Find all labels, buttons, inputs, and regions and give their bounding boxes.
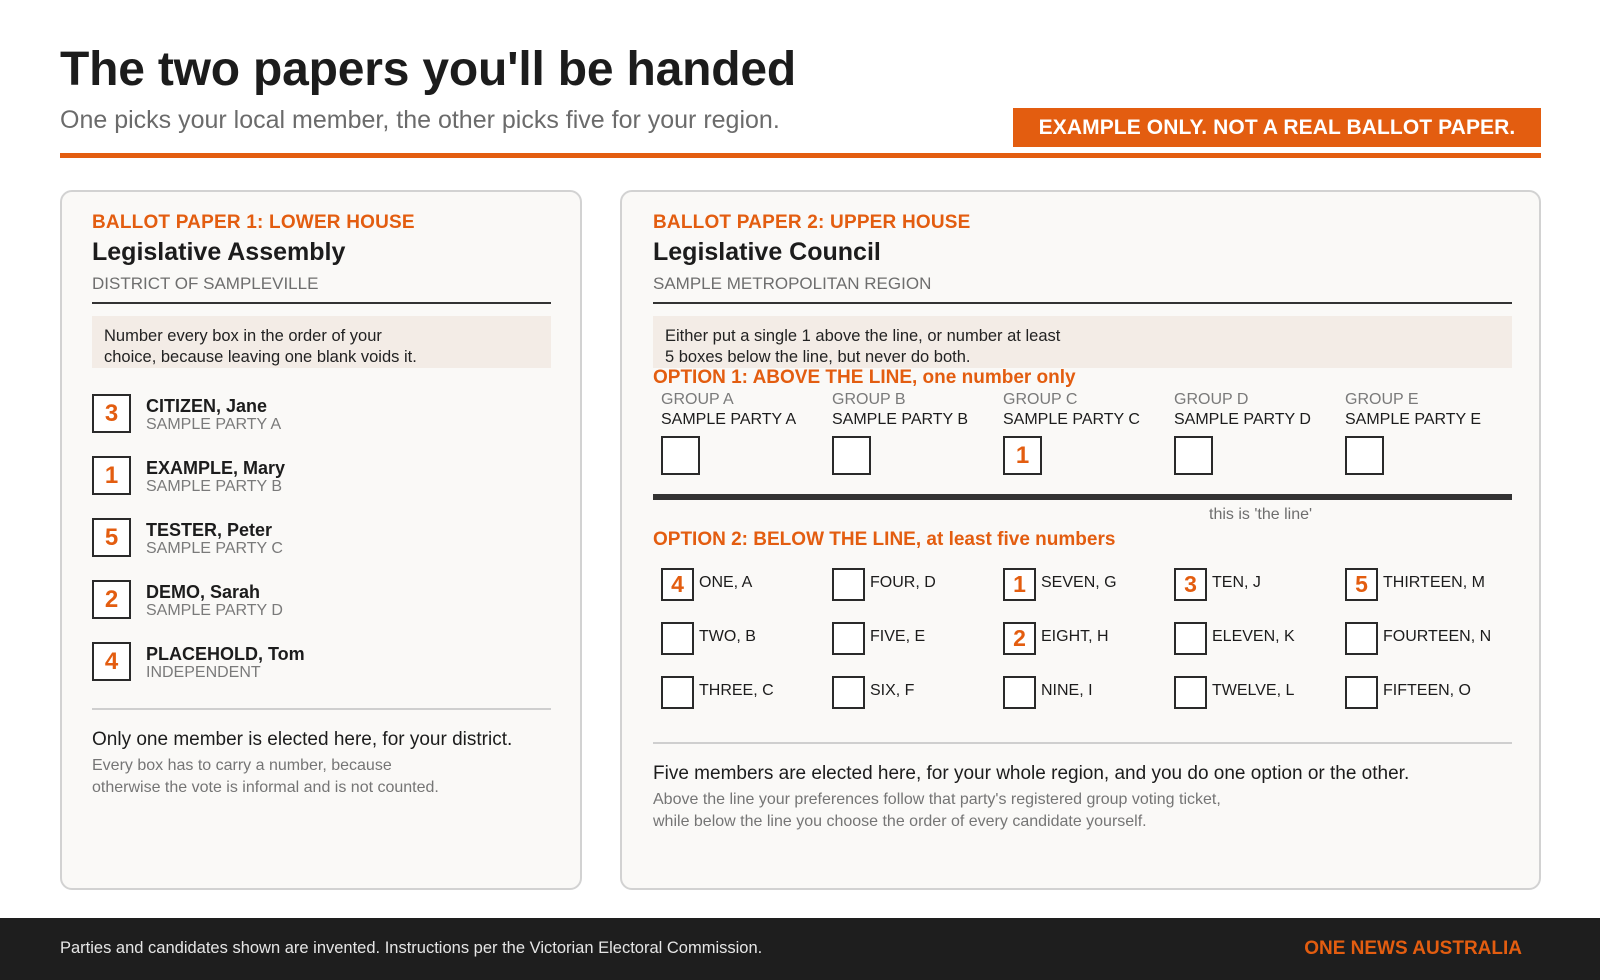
- preference-box[interactable]: 5: [92, 518, 131, 557]
- btl-candidate: [1003, 676, 1173, 710]
- btl-candidate: [832, 568, 1002, 602]
- below-line-box[interactable]: 4: [661, 568, 694, 601]
- lower-house-explanation: [92, 755, 439, 799]
- btl-candidate: [1345, 568, 1515, 602]
- upper-house-kicker: BALLOT PAPER 2: UPPER HOUSE: [653, 212, 971, 233]
- below-line-box[interactable]: [832, 622, 865, 655]
- explanation-line: while below the line you choose the order of every candidate yourself.: [653, 813, 1147, 830]
- below-line-box[interactable]: 5: [1345, 568, 1378, 601]
- below-line-box[interactable]: [1345, 622, 1378, 655]
- btl-candidate: [832, 622, 1002, 656]
- lower-house-kicker: BALLOT PAPER 1: LOWER HOUSE: [92, 212, 415, 233]
- group-label: GROUP A: [661, 391, 734, 408]
- candidate-party: INDEPENDENT: [146, 664, 261, 681]
- instruction-line: Either put a single 1 above the line, or number at least: [665, 327, 1061, 345]
- below-line-box[interactable]: [832, 568, 865, 601]
- above-line-box[interactable]: [1174, 436, 1213, 475]
- btl-candidate-name: FIVE, E: [870, 628, 926, 645]
- btl-candidate: [1174, 622, 1344, 656]
- btl-candidate: [661, 622, 831, 656]
- btl-candidate: [1174, 568, 1344, 602]
- btl-candidate-name: THIRTEEN, M: [1383, 574, 1485, 591]
- candidate-row: [92, 642, 532, 682]
- footer-note: Parties and candidates shown are invented. Instructions per the Victorian Electoral Commission.: [60, 939, 763, 957]
- candidate-row: [92, 518, 532, 558]
- region-name: SAMPLE METROPOLITAN REGION: [653, 274, 932, 293]
- candidate-row: [92, 394, 532, 434]
- group-party: SAMPLE PARTY E: [1345, 411, 1482, 428]
- below-line-box[interactable]: [1003, 676, 1036, 709]
- below-line-box[interactable]: [1174, 622, 1207, 655]
- below-line-box[interactable]: [1174, 676, 1207, 709]
- lower-house-title: Legislative Assembly: [92, 238, 346, 266]
- above-line-box[interactable]: [832, 436, 871, 475]
- upper-house-title: Legislative Council: [653, 238, 881, 266]
- btl-candidate-name: SIX, F: [870, 682, 915, 699]
- page-subtitle: One picks your local member, the other picks five for your region.: [60, 106, 780, 134]
- upper-house-panel: [620, 190, 1541, 890]
- preference-box[interactable]: 3: [92, 394, 131, 433]
- below-line-box[interactable]: 3: [1174, 568, 1207, 601]
- btl-candidate: [832, 676, 1002, 710]
- group-column: [1174, 391, 1344, 429]
- candidate-name: EXAMPLE, Mary: [146, 458, 286, 478]
- group-party: SAMPLE PARTY C: [1003, 411, 1140, 428]
- btl-candidate-name: SEVEN, G: [1041, 574, 1117, 591]
- upper-house-divider: [653, 742, 1512, 744]
- btl-candidate-name: FOUR, D: [870, 574, 936, 591]
- explanation-line: Every box has to carry a number, because: [92, 757, 392, 774]
- explanation-line: otherwise the vote is informal and is not counted.: [92, 779, 439, 796]
- group-column: [832, 391, 1002, 429]
- preference-box[interactable]: 1: [92, 456, 131, 495]
- btl-candidate: [1345, 622, 1515, 656]
- group-party: SAMPLE PARTY B: [832, 411, 969, 428]
- candidate-party: SAMPLE PARTY C: [146, 540, 283, 557]
- below-line-box[interactable]: [832, 676, 865, 709]
- lower-house-panel: [60, 190, 582, 890]
- example-only-badge: EXAMPLE ONLY. NOT A REAL BALLOT PAPER.: [1013, 108, 1541, 147]
- btl-candidate: [1003, 622, 1173, 656]
- instruction-line: 5 boxes below the line, but never do both.: [665, 348, 971, 366]
- btl-candidate-name: EIGHT, H: [1041, 628, 1109, 645]
- the-line-label: this is 'the line': [1209, 506, 1313, 523]
- page-title: The two papers you'll be handed: [60, 43, 796, 96]
- above-line-box[interactable]: 1: [1003, 436, 1042, 475]
- group-party: SAMPLE PARTY A: [661, 411, 797, 428]
- candidate-party: SAMPLE PARTY A: [146, 416, 282, 433]
- group-label: GROUP E: [1345, 391, 1419, 408]
- btl-candidate-name: THREE, C: [699, 682, 774, 699]
- header-divider: [60, 153, 1541, 158]
- candidate-party: SAMPLE PARTY B: [146, 478, 283, 495]
- lower-house-instructions: [92, 316, 551, 368]
- footer-bar: [0, 918, 1600, 980]
- below-line-box[interactable]: 1: [1003, 568, 1036, 601]
- below-line-box[interactable]: 2: [1003, 622, 1036, 655]
- upper-house-title-rule: [653, 302, 1512, 304]
- group-label: GROUP D: [1174, 391, 1249, 408]
- group-label: GROUP B: [832, 391, 906, 408]
- option-2-label: OPTION 2: BELOW THE LINE, at least five numbers: [653, 529, 1116, 550]
- candidate-name: PLACEHOLD, Tom: [146, 644, 305, 664]
- below-line-box[interactable]: [1345, 676, 1378, 709]
- group-label: GROUP C: [1003, 391, 1078, 408]
- candidate-row: [92, 456, 532, 496]
- option-1-label: OPTION 1: ABOVE THE LINE, one number only: [653, 367, 1076, 388]
- lower-house-divider: [92, 708, 551, 710]
- candidate-row: [92, 580, 532, 620]
- btl-candidate-name: FOURTEEN, N: [1383, 628, 1492, 645]
- above-line-box[interactable]: [661, 436, 700, 475]
- upper-house-summary: Five members are elected here, for your whole region, and you do one option or the other.: [653, 763, 1410, 784]
- upper-house-instructions: [653, 316, 1512, 368]
- group-column: [661, 391, 831, 429]
- brand-logo: ONE NEWS AUSTRALIA: [1304, 938, 1522, 959]
- group-column: [1003, 391, 1173, 469]
- district-name: DISTRICT OF SAMPLEVILLE: [92, 274, 319, 293]
- candidate-name: CITIZEN, Jane: [146, 396, 268, 416]
- below-line-box[interactable]: [661, 622, 694, 655]
- explanation-line: Above the line your preferences follow that party's registered group voting ticket,: [653, 791, 1221, 808]
- candidate-name: TESTER, Peter: [146, 520, 273, 540]
- preference-box[interactable]: 4: [92, 642, 131, 681]
- upper-house-explanation: [653, 789, 1221, 833]
- btl-candidate: [1345, 676, 1515, 710]
- btl-candidate: [661, 676, 831, 710]
- btl-candidate-name: TEN, J: [1212, 574, 1261, 591]
- group-party: SAMPLE PARTY D: [1174, 411, 1311, 428]
- group-column: [1345, 391, 1515, 429]
- btl-candidate-name: ELEVEN, K: [1212, 628, 1295, 645]
- lower-house-summary: Only one member is elected here, for your district.: [92, 729, 513, 750]
- preference-box[interactable]: 2: [92, 580, 131, 619]
- btl-candidate: [1174, 676, 1344, 710]
- btl-candidate: [661, 568, 831, 602]
- above-line-box[interactable]: [1345, 436, 1384, 475]
- the-line: [653, 494, 1512, 500]
- instruction-line: choice, because leaving one blank voids it.: [104, 348, 417, 366]
- candidate-party: SAMPLE PARTY D: [146, 602, 283, 619]
- candidate-name: DEMO, Sarah: [146, 582, 261, 602]
- lower-house-title-rule: [92, 302, 551, 304]
- below-line-box[interactable]: [661, 676, 694, 709]
- btl-candidate-name: TWO, B: [699, 628, 756, 645]
- btl-candidate-name: TWELVE, L: [1212, 682, 1295, 699]
- btl-candidate-name: NINE, I: [1041, 682, 1093, 699]
- btl-candidate-name: FIFTEEN, O: [1383, 682, 1471, 699]
- instruction-line: Number every box in the order of your: [104, 327, 382, 345]
- btl-candidate-name: ONE, A: [699, 574, 753, 591]
- btl-candidate: [1003, 568, 1173, 602]
